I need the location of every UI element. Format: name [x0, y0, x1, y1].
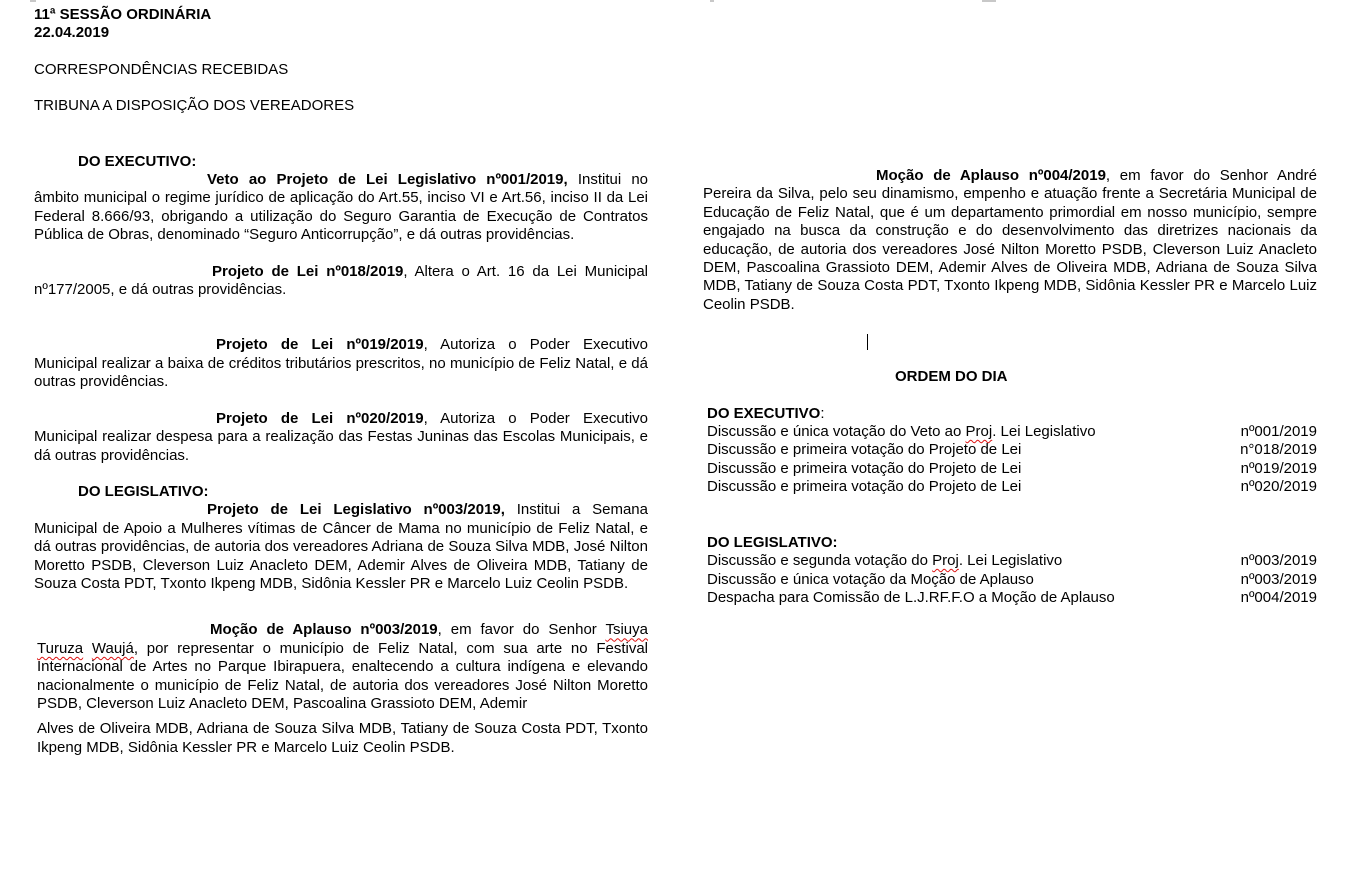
top-ruler-mark [30, 0, 36, 2]
agenda-row-text [707, 423, 1096, 441]
executive-item-veto [34, 171, 648, 245]
agenda-row-pre: Despacha para Comissão de L.J.RF.F.O a Moção de Aplauso [707, 588, 1115, 606]
agenda-row-number: nº019/2019 [1240, 459, 1317, 477]
executive-heading: DO EXECUTIVO: [78, 152, 197, 170]
item-title: Projeto de Lei nº020/2019 [216, 409, 424, 427]
item-text: , Autoriza o Poder Executivo Municipal realizar a baixa de créditos tributários prescritos, no município de Feliz Natal, e dá outras providências. [34, 336, 648, 391]
left-column [34, 6, 648, 757]
agenda-row-number: n°018/2019 [1240, 441, 1317, 459]
agenda-leg-heading: DO LEGISLATIVO: [707, 533, 838, 551]
agenda-row [707, 460, 1317, 478]
agenda-row-proj: Proj [965, 423, 993, 441]
executive-item-pl019 [34, 336, 648, 391]
legislative-item-mocao003 [34, 621, 648, 713]
agenda-row-number: nº003/2019 [1240, 552, 1317, 570]
agenda-row [707, 423, 1317, 441]
agenda-row-pre: Discussão e segunda votação do [707, 552, 933, 570]
item-text: , Autoriza o Poder Executivo Municipal realizar despesa para a realização das Festas Juninas das Escolas Municipais, e dá outras providências. [34, 409, 648, 464]
agenda-row-number: nº003/2019 [1240, 570, 1317, 588]
agenda-row [707, 441, 1317, 459]
agenda-row-text [707, 552, 1062, 570]
item-title: Projeto de Lei nº018/2019 [212, 262, 404, 280]
motion-004 [703, 167, 1317, 314]
item-text: , Altera o Art. 16 da Lei Municipal nº177/2005, e dá outras providências. [34, 262, 648, 299]
agenda-row-proj: Proj [932, 552, 959, 570]
agenda-row-text [707, 589, 1115, 607]
agenda-row-post: . Lei Legislativo [992, 423, 1096, 441]
session-date: 22.04.2019 [34, 24, 110, 42]
item-title: Moção de Aplauso nº004/2019 [876, 167, 1106, 184]
item-text: , por representar o município de Feliz Natal, com sua arte no Festival Internacional de Artes no Parque Ibirapuera, enaltecendo a cultura indígena e elevando nacionalmente o município de Feliz Natal, de autoria dos vereadores José Nilton Moretto PSDB, Cleverson Luiz Anacleto DEM, Pascoalina Grassioto DEM, Ademir [37, 639, 648, 712]
item-text: , em favor do Senhor André Pereira da Silva, pelo seu dinamismo, empenho e atuação frente a Secretária Municipal de Educação de Feliz Natal, que é um departamento primordial em nosso município, sempre engajado na busca da construção e do desenvolvimento das diretrizes nacionais da educação, de autoria dos vereadores José Nilton Moretto PSDB, Cleverson Luiz Anacleto DEM, Pascoalina Grassioto DEM, Ademir Alves de Oliveira MDB, Adriana de Souza Silva MDB, Tatiany de Souza Costa PDT, Txonto Ikpeng MDB, Sidônia Kessler PR e Marcelo Luiz Ceolin PSDB. [703, 167, 1317, 313]
agenda-row-pre: Discussão e primeira votação do Projeto de Lei [707, 441, 1022, 459]
right-column [703, 0, 1317, 607]
agenda-row-pre: Discussão e única votação do Veto ao [707, 423, 966, 441]
agenda-leg-list [703, 552, 1317, 607]
item-title: Projeto de Lei Legislativo nº003/2019, [207, 501, 505, 519]
legislative-item-mocao003-cont: Alves de Oliveira MDB, Adriana de Souza Silva MDB, Tatiany de Souza Costa PDT, Txonto Ikpeng MDB, Sidônia Kessler PR e Marcelo Luiz Ceolin PSDB. [37, 720, 648, 756]
agenda-row-text [707, 460, 1021, 478]
agenda-row-number: nº004/2019 [1240, 588, 1317, 606]
item-title: Projeto de Lei nº019/2019 [216, 336, 424, 354]
executive-item-pl018 [34, 263, 648, 300]
agenda-exec-heading-text: DO EXECUTIVO [707, 404, 821, 422]
agenda-row [707, 552, 1317, 570]
agenda-row-number: nº001/2019 [1240, 423, 1317, 441]
agenda-row-number: nº020/2019 [1240, 478, 1317, 496]
agenda-row-text [707, 571, 1034, 589]
agenda-exec-heading [703, 405, 1317, 423]
correspondence-heading: CORRESPONDÊNCIAS RECEBIDAS [34, 60, 289, 78]
session-title: 11ª SESSÃO ORDINÁRIA [34, 6, 212, 23]
agenda-row [707, 589, 1317, 607]
honoree-name: Waujá [91, 639, 134, 657]
agenda-row-pre: Discussão e primeira votação do Projeto de Lei [707, 459, 1022, 477]
item-text: Institui no âmbito municipal o regime jurídico de aplicação do Art.55, inciso VI e Art.56, inciso II da Lei Federal 8.666/93, obrigando a utilização do Seguro Garantia de Execução de Contratos Pública de Obras, denominado “Seguro Anticorrupção”, e dá outras providências. [34, 171, 649, 244]
agenda-row [707, 478, 1317, 496]
text-cursor [867, 334, 868, 350]
executive-item-pl020 [34, 410, 648, 465]
agenda-title: ORDEM DO DIA [895, 368, 1008, 386]
agenda-row-text [707, 441, 1021, 459]
honoree-name: Tsiuya [605, 621, 648, 639]
agenda-row-post: . Lei Legislativo [958, 552, 1063, 570]
agenda-row-pre: Discussão e primeira votação do Projeto de Lei [707, 478, 1022, 496]
item-title: Veto ao Projeto de Lei Legislativo nº001/2019, [207, 171, 568, 189]
honoree-name: Turuza [37, 639, 84, 657]
agenda-exec-list [703, 423, 1317, 497]
agenda-row [707, 571, 1317, 589]
tribune-heading: TRIBUNA A DISPOSIÇÃO DOS VEREADORES [34, 97, 355, 115]
item-text: Institui a Semana Municipal de Apoio a Mulheres vítimas de Câncer de Mama no município de Feliz Natal, e dá outras providências, de autoria dos vereadores Adriana de Souza Silva MDB, José Nilton Moretto PSDB, Cleverson Luiz Anacleto DEM, Ademir Alves de Oliveira MDB, Tatiany de Souza Costa PDT, Txonto Ikpeng MDB, Sidônia Kessler PR e Marcelo Luiz Ceolin PSDB. [34, 501, 648, 592]
agenda-row-text [707, 478, 1021, 496]
legislative-heading: DO LEGISLATIVO: [78, 482, 209, 500]
agenda-row-pre: Discussão e única votação da Moção de Aplauso [707, 570, 1034, 588]
item-title: Moção de Aplauso nº003/2019 [210, 621, 438, 639]
item-text: , em favor do Senhor [437, 621, 606, 639]
legislative-item-pl003 [34, 501, 648, 593]
agenda-exec-colon: : [820, 404, 825, 422]
